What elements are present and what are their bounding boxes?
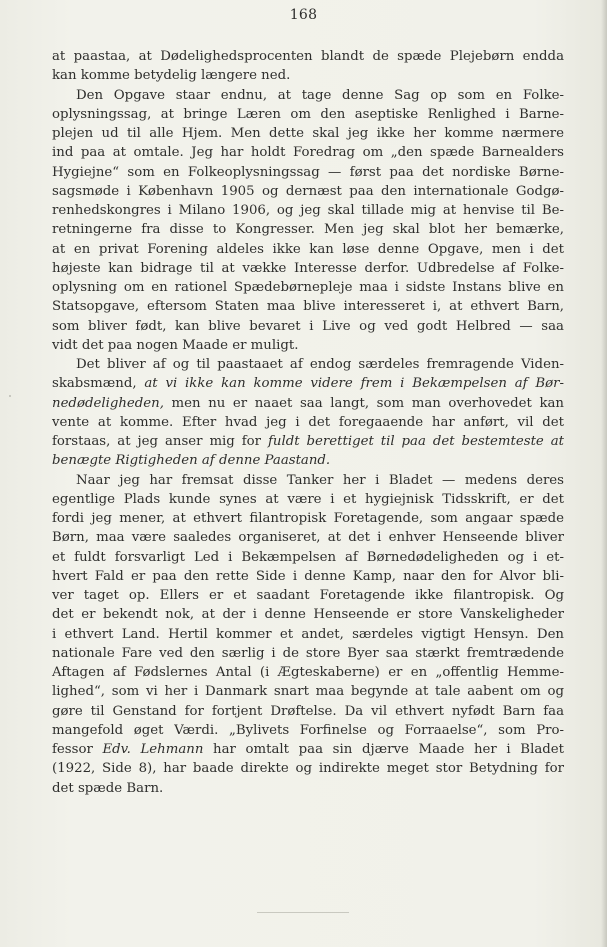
text-line: som bliver født, kan blive bevaret i Live og ved godt Helbred — saa bbox=[52, 318, 564, 334]
text-line: renhedskongres i Milano 1906, og jeg skal tillade mig at henvise til Be- bbox=[52, 203, 564, 218]
italic-run: Edv. Lehmann bbox=[102, 742, 204, 757]
text-run: forstaas, at jeg anser mig for bbox=[52, 434, 268, 449]
text-line: Hygiejne“ som en Folkeoplysningssag — først paa det nordiske Børne- bbox=[52, 164, 564, 180]
text-line: oplysning om en rationel Spædebørnepleje maa i sidste Instans blive en bbox=[52, 280, 564, 295]
text-line: nationale Fare ved den særlig i de store Byer saa stærkt fremtrædende bbox=[52, 645, 564, 661]
text-line bbox=[52, 779, 564, 798]
text-run: Det bliver af og til paastaaet af endog særdeles fremragende Viden- bbox=[76, 357, 564, 372]
text-line: Aftagen af Fødslernes Antal (i Ægteskaberne) er en „offentlig Hemme- bbox=[52, 665, 564, 680]
text-line bbox=[52, 432, 564, 451]
text-run: vente at komme. Efter hvad jeg i det foregaaende har anført, vil det bbox=[52, 414, 564, 430]
text-line: mangefold øget Værdi. „Bylivets Forfinelse og Forraaelse“, som Pro- bbox=[52, 722, 564, 738]
text-run: det spæde Barn. bbox=[52, 780, 164, 796]
text-line: højeste kan bidrage til at vække Interesse derfor. Udbredelse af Folke- bbox=[52, 260, 564, 276]
text-line: Statsopgave, eftersom Staten maa blive interesseret i, at ethvert Barn, bbox=[52, 299, 564, 315]
italic-run: at vi ikke kan komme videre frem i Bekæmpelsen af Bør- bbox=[144, 376, 564, 392]
page-edge-shadow bbox=[601, 0, 607, 947]
text-line bbox=[52, 355, 564, 374]
text-line: det er bekendt nok, at der i denne Henseende er store Vanskeligheder bbox=[52, 607, 564, 623]
text-line: sagsmøde i København 1905 og dernæst paa den internationale Godgø- bbox=[52, 183, 564, 199]
text-line: ind paa at omtale. Jeg har holdt Foredrag om „den spæde Barnealders bbox=[52, 145, 564, 161]
page-number: 168 bbox=[289, 7, 318, 23]
text-run: skabsmænd, bbox=[52, 376, 145, 392]
text-line bbox=[52, 413, 564, 432]
text-line: kan komme betydelig længere ned. bbox=[52, 68, 291, 84]
paragraph-4-end bbox=[52, 740, 564, 798]
text-line: Naar jeg har fremsat disse Tanker her i Bladet — medens deres bbox=[76, 472, 564, 488]
text-run: fessor bbox=[52, 742, 103, 757]
text-line: at paastaa, at Dødelighedsprocenten blandt de spæde Plejebørn endda bbox=[52, 49, 564, 64]
text-line bbox=[52, 759, 564, 778]
body-text bbox=[52, 47, 564, 798]
text-line: vidt det paa nogen Maade er muligt. bbox=[52, 337, 299, 353]
text-line: lighed“, som vi her i Danmark snart maa begynde at tale aabent om og bbox=[52, 684, 564, 700]
text-run: har omtalt paa sin djærve Maade her i Bladet bbox=[203, 742, 564, 757]
text-line bbox=[52, 451, 564, 470]
text-line: Den Opgave staar endnu, at tage denne Sag op som en Folke- bbox=[76, 87, 564, 103]
paragraph-2 bbox=[52, 86, 564, 356]
text-line bbox=[52, 394, 564, 413]
text-line: retningerne fra disse to Kongresser. Men jeg skal blot her bemærke, bbox=[52, 222, 564, 238]
paper-speck bbox=[9, 395, 11, 397]
paragraph-1 bbox=[52, 47, 564, 86]
paragraph-4 bbox=[52, 471, 564, 741]
text-run: (1922, Side 8), har baade direkte og indirekte meget stor Betydning for bbox=[52, 761, 564, 777]
text-line: i ethvert Land. Hertil kommer et andet, særdeles vigtigt Hensyn. Den bbox=[52, 626, 564, 642]
text-line: egentlige Plads kunde synes at være i et hygiejnisk Tidsskrift, er det bbox=[52, 491, 564, 507]
text-line: Børn, maa være saaledes organiseret, at det i enhver Henseende bliver bbox=[52, 530, 564, 546]
italic-run: benægte Rigtigheden af denne Paastand. bbox=[52, 453, 331, 469]
text-run: men nu er naaet saa langt, som man overhovedet kan bbox=[163, 395, 564, 411]
paragraph-3 bbox=[52, 355, 564, 471]
italic-run: nedødeligheden, bbox=[52, 395, 164, 411]
text-line bbox=[52, 740, 564, 759]
text-line: hvert Fald er paa den rette Side i denne Kamp, naar den for Alvor bli- bbox=[52, 568, 564, 584]
text-line: fordi jeg mener, at ethvert filantropisk Foretagende, som angaar spæde bbox=[52, 511, 564, 526]
text-line: at en privat Forening aldeles ikke kan løse denne Opgave, men i det bbox=[52, 241, 564, 257]
text-line bbox=[52, 374, 564, 393]
text-line: ver taget op. Ellers er et saadant Foretagende ikke filantropisk. Og bbox=[52, 588, 564, 603]
footer-rule bbox=[257, 912, 349, 913]
text-line: gøre til Genstand for fortjent Drøftelse. Da vil ethvert nyfødt Barn faa bbox=[52, 703, 564, 719]
text-line: plejen ud til alle Hjem. Men dette skal jeg ikke her komme nærmere bbox=[52, 126, 564, 141]
italic-run: fuldt berettiget til paa det bestemteste at bbox=[267, 434, 564, 449]
text-line: et fuldt forsvarligt Led i Bekæmpelsen af Børnedødeligheden og i et- bbox=[52, 549, 564, 565]
text-line: oplysningssag, at bringe Læren om den aseptiske Renlighed i Barne- bbox=[52, 106, 564, 122]
